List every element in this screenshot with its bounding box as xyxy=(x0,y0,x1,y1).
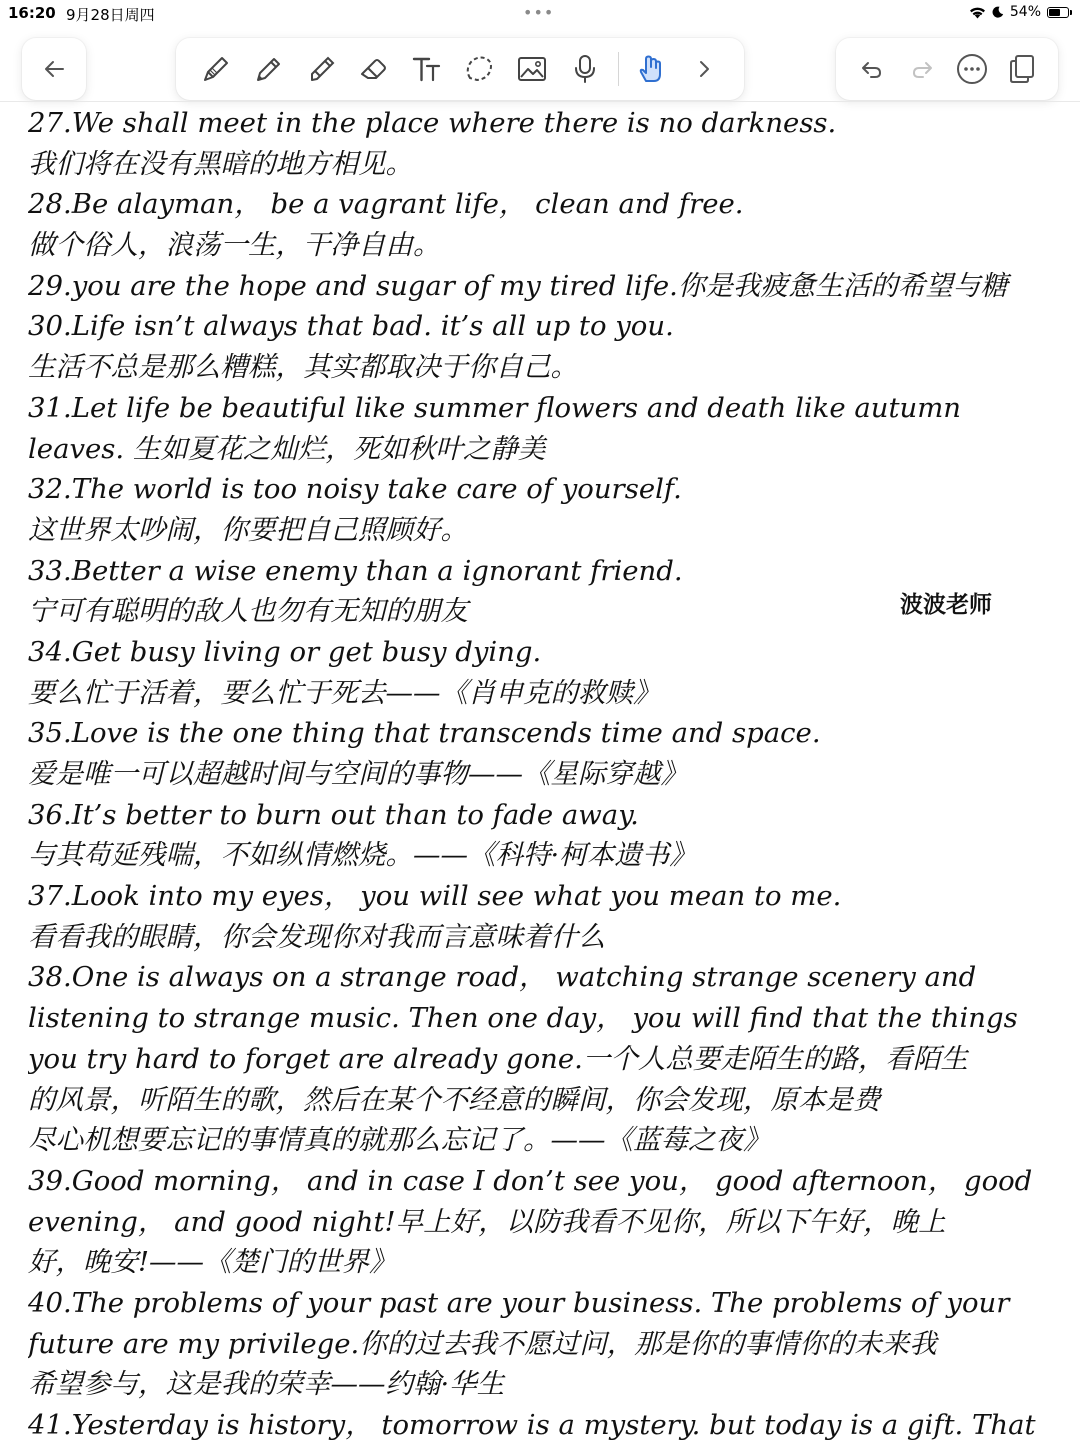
chevron-right-icon[interactable] xyxy=(684,49,724,89)
note-line: 31.Let life be beautiful like summer flowers and death like autumn xyxy=(28,391,961,424)
note-line: 与其苟延残喘，不如纵情燃烧。——《科特·柯本遗书》 xyxy=(28,839,697,872)
wifi-icon xyxy=(969,6,986,19)
hand-touch-icon[interactable] xyxy=(631,49,671,89)
lasso-icon[interactable] xyxy=(459,49,499,89)
action-toolbar xyxy=(836,38,1058,100)
undo-icon[interactable] xyxy=(852,49,892,89)
pages-icon[interactable] xyxy=(1002,49,1042,89)
note-line: 看看我的眼睛，你会发现你对我而言意味着什么 xyxy=(28,920,606,953)
drawing-toolbar xyxy=(176,38,744,100)
image-icon[interactable] xyxy=(512,49,552,89)
text-icon[interactable] xyxy=(407,49,447,89)
multitasking-dots-icon[interactable]: ••• xyxy=(523,3,555,22)
note-line: 30.Life isn’t always that bad. it’s all up to you. xyxy=(28,310,674,343)
microphone-icon[interactable] xyxy=(565,49,605,89)
do-not-disturb-moon-icon xyxy=(992,6,1004,18)
redo-icon[interactable] xyxy=(902,49,942,89)
battery-percentage: 54% xyxy=(1009,4,1041,20)
battery-icon xyxy=(1047,7,1072,18)
note-line: 34.Get busy living or get busy dying. xyxy=(28,635,542,668)
status-time: 16:20 xyxy=(8,4,56,22)
note-line: 尽心机想要忘记的事情真的就那么忘记了。——《蓝莓之夜》 xyxy=(28,1124,771,1157)
note-line: 37.Look into my eyes， you will see what you mean to me. xyxy=(28,880,842,913)
note-line: 33.Better a wise enemy than a ignorant friend. xyxy=(28,554,683,587)
note-line: 这世界太吵闹，你要把自己照顾好。 xyxy=(28,513,468,546)
note-line: 41.Yesterday is history， tomorrow is a mystery. but today is a gift. That xyxy=(28,1409,1036,1441)
toolbar-divider xyxy=(0,101,1080,102)
note-line: 32.The world is too noisy take care of yourself. xyxy=(28,473,682,506)
note-line: 35.Love is the one thing that transcends time and space. xyxy=(28,717,821,750)
pen-icon[interactable] xyxy=(196,49,236,89)
note-line: 39.Good morning， and in case I don’t see you， good afternoon， good xyxy=(28,1164,1033,1197)
more-icon[interactable] xyxy=(952,49,992,89)
note-line: 38.One is always on a strange road， watching strange scenery and xyxy=(28,961,977,994)
note-line: 40.The problems of your past are your business. The problems of your xyxy=(28,1286,1010,1319)
note-line: future are my privilege.你的过去我不愿过问，那是你的事情你的未来我 xyxy=(28,1327,937,1360)
watermark-text: 波波老师 xyxy=(900,592,992,618)
highlighter-icon[interactable] xyxy=(301,49,341,89)
note-line: 要么忙于活着，要么忙于死去——《肖申克的救赎》 xyxy=(28,676,661,709)
pencil-icon[interactable] xyxy=(249,49,289,89)
note-canvas[interactable] xyxy=(28,103,1068,1446)
back-arrow-icon[interactable] xyxy=(34,49,74,89)
note-line: 27.We shall meet in the place where there is no darkness. xyxy=(28,107,837,139)
note-line: 29.you are the hope and sugar of my tired life.你是我疲惫生活的希望与糖 xyxy=(28,269,1008,302)
note-line: listening to strange music. Then one day， you will find that the things xyxy=(28,1002,1018,1035)
note-line: leaves. 生如夏花之灿烂，死如秋叶之静美 xyxy=(28,432,546,465)
note-line: 我们将在没有黑暗的地方相见。 xyxy=(28,147,413,180)
note-line: you try hard to forget are already gone.一个人总要走陌生的路，看陌生 xyxy=(28,1042,968,1075)
back-button[interactable] xyxy=(22,38,86,100)
eraser-icon[interactable] xyxy=(354,49,394,89)
note-line: 的风景，听陌生的歌，然后在某个不经意的瞬间，你会发现，原本是费 xyxy=(28,1083,881,1116)
note-line: evening， and good night!早上好，以防我看不见你，所以下午好，晚上 xyxy=(28,1205,946,1238)
status-date: 9月28日周四 xyxy=(66,6,155,24)
note-line: 28.Be alayman， be a vagrant life， clean and free. xyxy=(28,188,744,221)
note-line: 生活不总是那么糟糕，其实都取决于你自己。 xyxy=(28,351,578,384)
note-line: 希望参与，这是我的荣幸——约翰·华生 xyxy=(28,1368,505,1401)
note-line: 做个俗人，浪荡一生，干净自由。 xyxy=(28,229,441,262)
note-line: 爱是唯一可以超越时间与空间的事物——《星际穿越》 xyxy=(28,758,688,790)
status-indicators xyxy=(969,4,1072,20)
note-line: 宁可有聪明的敌人也勿有无知的朋友 xyxy=(28,595,468,628)
toolbar-separator xyxy=(618,52,619,86)
note-line: 好，晚安!——《楚门的世界》 xyxy=(28,1246,397,1279)
note-line: 36.It’s better to burn out than to fade away. xyxy=(28,798,639,831)
status-bar xyxy=(0,0,1080,28)
